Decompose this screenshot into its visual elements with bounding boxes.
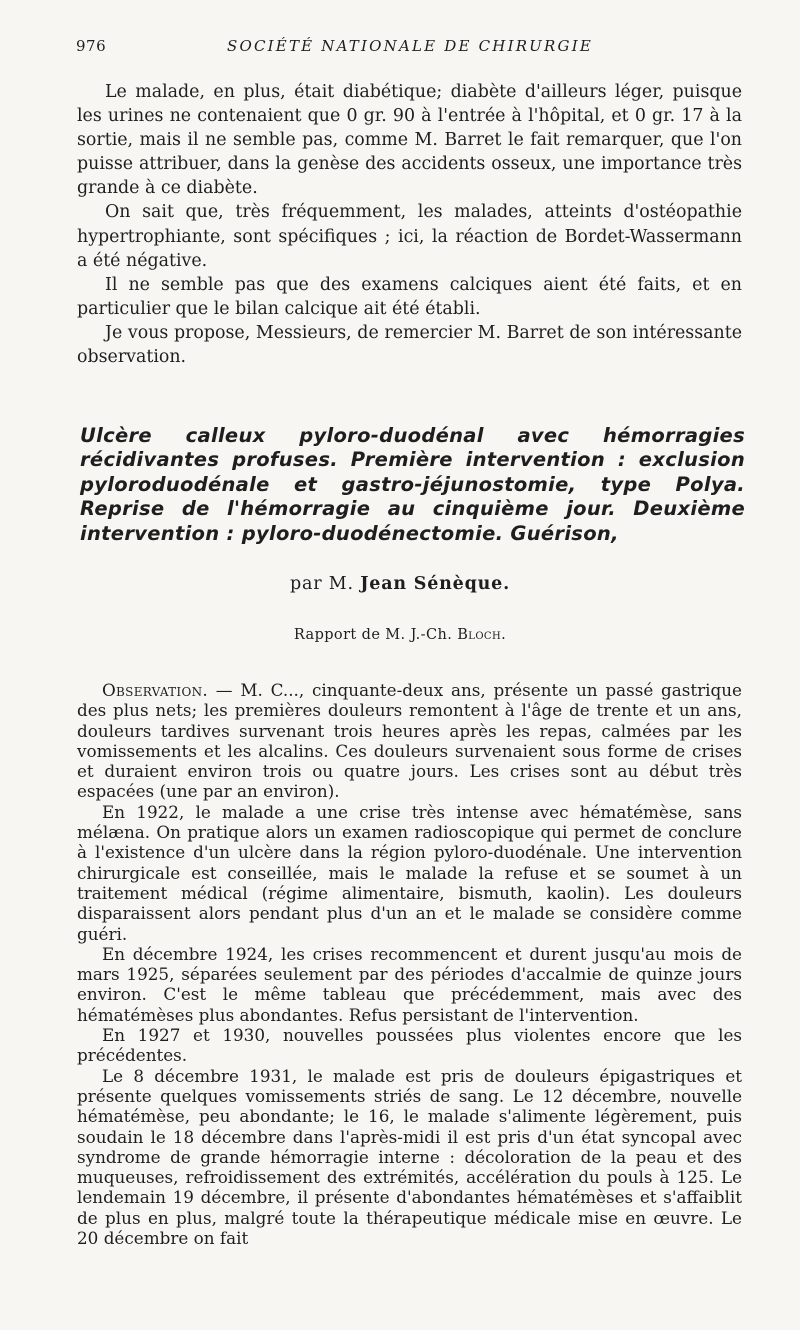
report-prefix: Rapport de M. J.-Ch.	[293, 627, 453, 643]
paragraph: Le malade, en plus, était diabétique; diabète d'ailleurs léger, puisque les urines ne contenaient que 0 gr. 90 à l'entrée à l'hôpital, et 0 gr. 17 à la sortie, mais il ne semble pas, comme M. Barret le fait remarquer, que l'on puisse attribuer, dans la genèse des accidents osseux, une importance très grande à ce diabète.	[77, 82, 742, 199]
byline	[0, 574, 800, 594]
byline-prefix: par M.	[289, 574, 354, 594]
paragraph: On sait que, très fréquemment, les malades, atteints d'ostéopathie hypertrophiante, sont spécifiques ; ici, la réaction de Bordet-Wassermann a été négative.	[77, 202, 742, 271]
paragraph: Il ne semble pas que des examens calciques aient été faits, et en particulier que le bilan calcique ait été établi.	[77, 274, 742, 319]
report-surname: Bloch.	[457, 627, 507, 643]
running-title: SOCIÉTÉ NATIONALE DE CHIRURGIE	[227, 37, 593, 55]
paragraph: Je vous propose, Messieurs, de remercier M. Barret de son intéressante observation.	[77, 322, 742, 368]
report-line	[0, 627, 800, 643]
paragraph	[77, 680, 742, 802]
intro-text	[77, 80, 742, 369]
paragraph: Le 8 décembre 1931, le malade est pris de douleurs épigastriques et présente quelques vomissements striés de sang. Le 12 décembre, nouvelle hématémèse, peu abondante; le 16, le malade s'alimente légèrement, puis soudain le 18 décembre dans l'après-midi il est pris d'un état syncopal avec syndrome de grande hémorragie interne : décoloration de la peau et des muqueuses, refroidissement des extrémités, accélération du pouls à 125. Le lendemain 19 décembre, il présente d'abondantes hématémèses et s'affaiblit de plus en plus, malgré toute la thérapeutique médicale mise en œuvre. Le 20 décembre on fait	[77, 1065, 742, 1249]
article-title: Ulcère calleux pyloro-duodénal avec hémorragies récidivantes profuses. Première intervention : exclusion pyloroduodénale et gastro-jéjunostomie, type Polya. Reprise de l'hémorragie au cinquième jour. Deuxième intervention : pyloro-duodénectomie. Guérison,	[80, 424, 745, 545]
paragraph: En 1927 et 1930, nouvelles poussées plus violentes encore que les précédentes.	[77, 1025, 742, 1066]
observation-first-paragraph: — M. C..., cinquante-deux ans, présente un passé gastrique des plus nets; les premières douleurs remontent à l'âge de trente et un ans, douleurs tardives survenant trois heures après les repas, calmées par les vomissements et les alcalins. Ces douleurs survenaient sous forme de crises et duraient environ trois ou quatre jours. Les crises sont au début très espacées (une par an environ).	[77, 680, 742, 802]
page-number: 976	[76, 37, 107, 55]
running-header	[76, 37, 742, 59]
observation-lead: Observation.	[102, 680, 209, 700]
paragraph: En décembre 1924, les crises recommencent et durent jusqu'au mois de mars 1925, séparées seulement par des périodes d'accalmie de quinze jours environ. C'est le même tableau que précédemment, mais avec des hématémèses plus abondantes. Refus persistant de l'intervention.	[77, 943, 742, 1025]
paragraph: En 1922, le malade a une crise très intense avec hématémèse, sans mélæna. On pratique alors un examen radioscopique qui permet de conclure à l'existence d'un ulcère dans la région pyloro-duodénale. Une intervention chirurgicale est conseillée, mais le malade la refuse et se soumet à un traitement médical (régime alimentaire, bismuth, kaolin). Les douleurs disparaissent alors pendant plus d'un an et le malade se considère comme guéri.	[77, 801, 742, 944]
observation-text	[77, 680, 742, 1248]
author-name: Jean Sénèque.	[360, 574, 511, 594]
